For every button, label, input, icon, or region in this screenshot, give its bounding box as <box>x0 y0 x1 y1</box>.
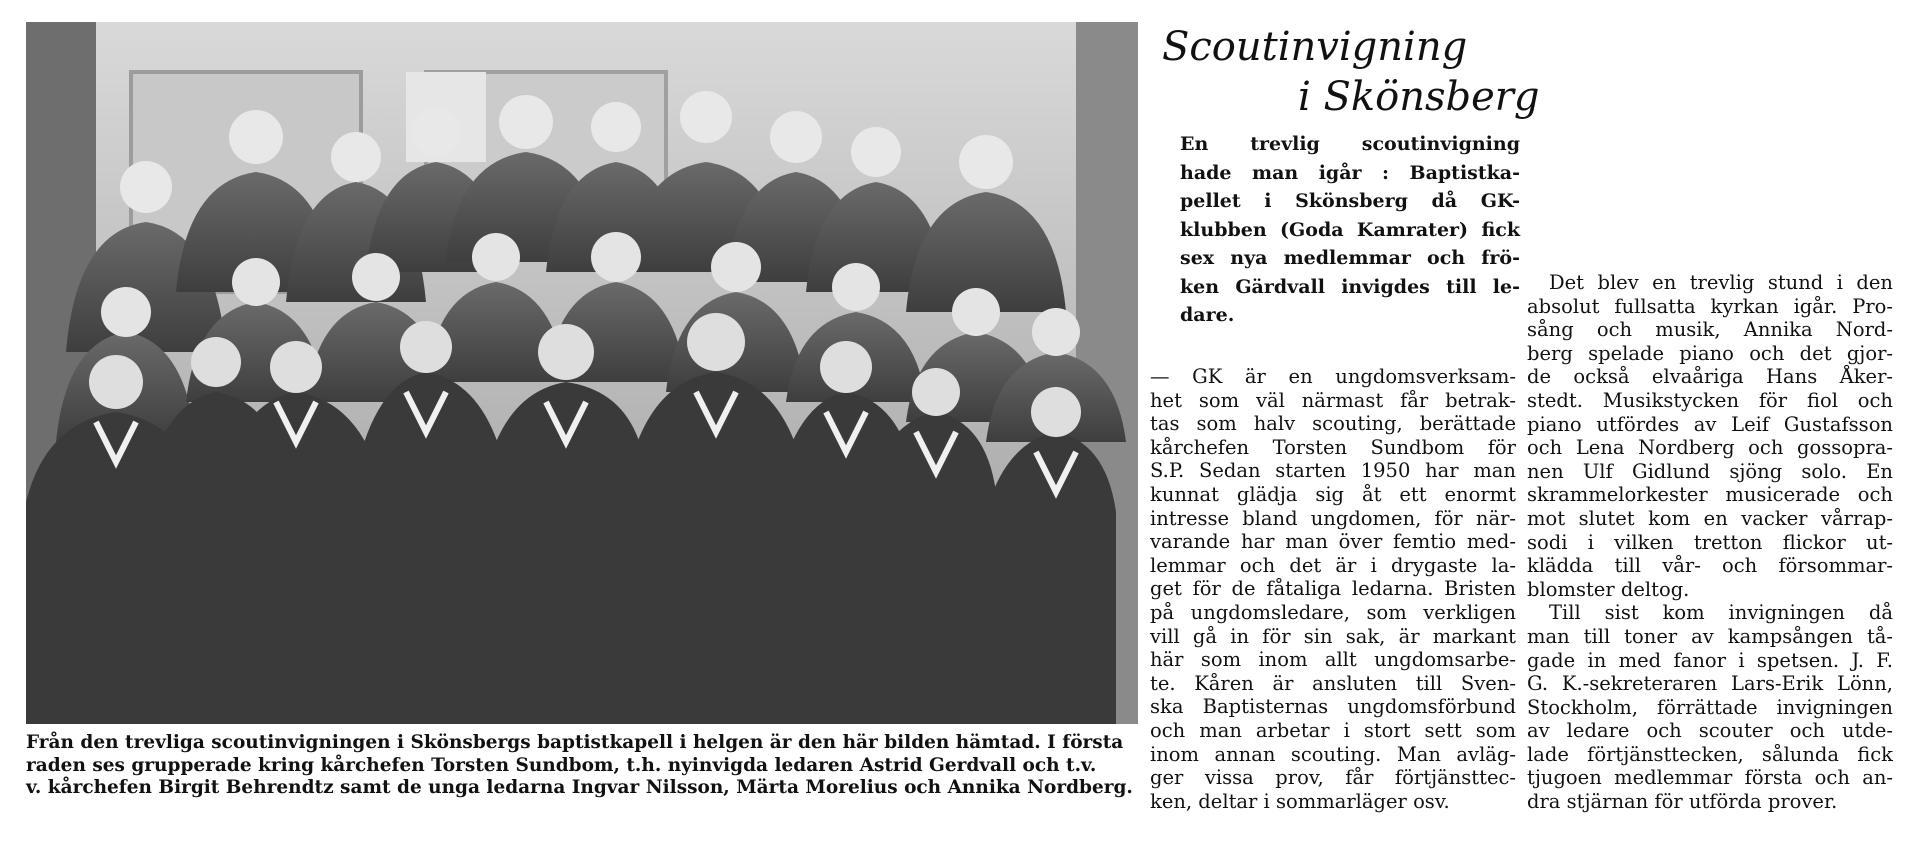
caption-line: Från den trevliga scoutinvigningen i Skönsbergs baptistkapell i helgen är den här bilden hämtad. I första <box>26 732 1124 753</box>
column-line: Stockholm, förrättade invigningen <box>1527 695 1893 719</box>
column-line: och man arbetar i stort sett som <box>1150 718 1516 742</box>
column-line: klädda till vår- och försommar- <box>1527 554 1893 578</box>
column-line: ger vissa prov, får förtjänsttec- <box>1150 766 1516 790</box>
headline-line-2: i Skönsberg <box>1298 74 1540 120</box>
lead-paragraph <box>1180 130 1520 330</box>
column-line: Det blev en trevlig stund i den <box>1549 271 1893 294</box>
column-line: het som väl närmast får betrak- <box>1150 388 1516 412</box>
column-line: vill gå in för sin sak, är markant <box>1150 624 1516 648</box>
headline-line-1: Scoutinvigning <box>1162 24 1468 70</box>
column-line: stedt. Musikstycken för fiol och <box>1527 388 1893 412</box>
column-line: gade in med fanor i spetsen. J. F. <box>1527 648 1893 672</box>
column-line: berg spelade piano och det gjor- <box>1527 341 1893 365</box>
lead-line: sex nya medlemmar och frö- <box>1180 247 1520 269</box>
group-photo-icon <box>26 22 1138 724</box>
column-line: S.P. Sedan starten 1950 har man <box>1150 459 1516 483</box>
column-line: ken, deltar i sommarläger osv. <box>1150 789 1450 813</box>
column-line: och Lena Nordberg och gossopra- <box>1527 436 1893 460</box>
column-line: get för de fåtaliga ledarna. Bristen <box>1150 577 1516 601</box>
column-line: te. Kåren är ansluten till Sven- <box>1150 671 1516 695</box>
column-line: absolut fullsatta kyrkan igår. Pro- <box>1527 294 1893 318</box>
column-line: varande har man över femtio med- <box>1150 530 1516 554</box>
column-line: nen Ulf Gidlund sjöng solo. En <box>1527 459 1893 483</box>
column-line: — GK är en ungdomsverksam- <box>1150 365 1516 388</box>
column-line: piano utfördes av Leif Gustafsson <box>1527 412 1893 436</box>
column-line: intresse bland ungdomen, för när- <box>1150 506 1516 530</box>
column-line: mot slutet kom en vacker vårrap- <box>1527 506 1893 530</box>
column-line: kårchefen Torsten Sundbom för <box>1150 435 1516 459</box>
column-line: här som inom allt ungdomsarbe- <box>1150 648 1516 672</box>
column-line: lemmar och det är i drygaste la- <box>1150 553 1516 577</box>
column-line: de också elvaåriga Hans Åker- <box>1527 365 1893 389</box>
column-line: tjugoen medlemmar första och an- <box>1527 766 1893 790</box>
column-line: tas som halv scouting, berättade <box>1150 412 1516 436</box>
column-line: dra stjärnan för utförda prover. <box>1527 790 1838 814</box>
column-line: kunnat glädja sig åt ett enormt <box>1150 482 1516 506</box>
column-line: inom annan scouting. Man avläg- <box>1150 742 1516 766</box>
column-line: på ungdomsledare, som verkligen <box>1150 600 1516 624</box>
column-line: blomster deltog. <box>1527 577 1690 601</box>
photo-caption <box>26 732 1156 800</box>
article-column-2 <box>1527 271 1893 814</box>
column-line: man till toner av kampsången tå- <box>1527 624 1893 648</box>
lead-line: dare. <box>1180 304 1235 326</box>
column-line: skrammelorkester musicerade och <box>1527 483 1893 507</box>
lead-line: En trevlig scoutinvigning <box>1180 133 1520 155</box>
column-line: lade förtjänsttecken, sålunda fick <box>1527 742 1893 766</box>
caption-line: raden ses grupperade kring kårchefen Torsten Sundbom, t.h. nyinvigda ledaren Astrid Gerdvall och t.v. <box>26 754 1097 776</box>
article-column-1 <box>1150 365 1516 813</box>
lead-line: pellet i Skönsberg då GK- <box>1180 190 1520 212</box>
column-line: Till sist kom invigningen då <box>1549 601 1893 625</box>
column-line: ska Baptisternas ungdomsförbund <box>1150 695 1516 719</box>
column-line: sång och musik, Annika Nord- <box>1527 318 1893 342</box>
lead-line: hade man igår : Baptistka- <box>1180 161 1520 184</box>
group-photo <box>26 22 1138 724</box>
column-line: av ledare och scouter och utde- <box>1527 719 1893 743</box>
lead-line: klubben (Goda Kamrater) fick <box>1180 218 1520 241</box>
lead-line: ken Gärdvall invigdes till le- <box>1180 275 1520 298</box>
column-line: G. K.-sekreteraren Lars-Erik Lönn, <box>1527 672 1893 696</box>
caption-line: v. kårchefen Birgit Behrendtz samt de unga ledarna Ingvar Nilsson, Märta Morelius och Annika Nordberg. <box>26 777 1133 798</box>
column-line: sodi i vilken tretton flickor ut- <box>1527 530 1893 554</box>
